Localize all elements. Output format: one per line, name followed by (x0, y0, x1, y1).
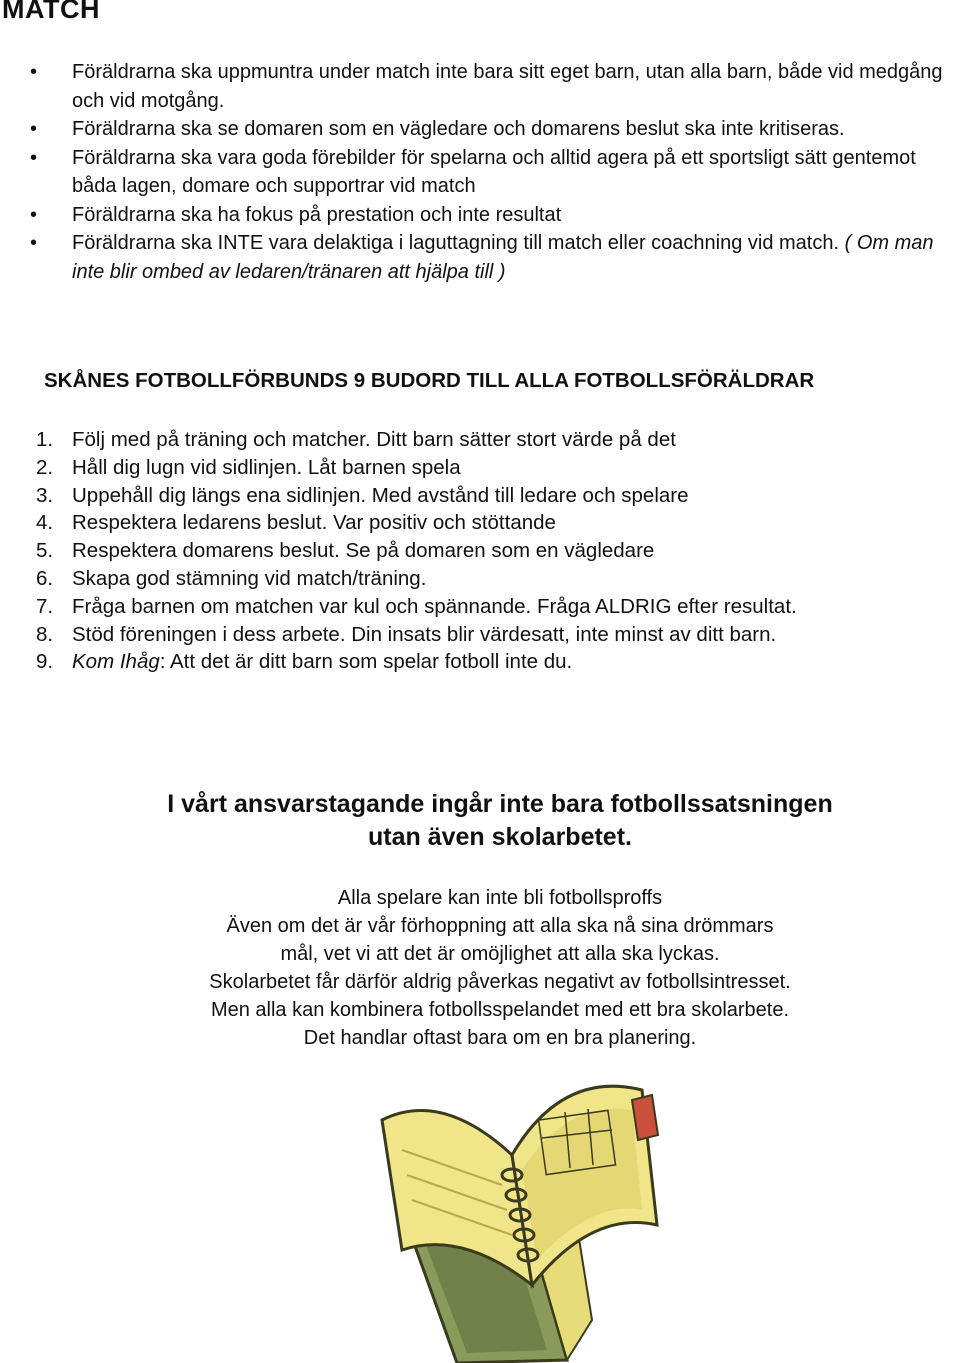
headline-line: utan även skolarbetet. (368, 823, 632, 851)
headline-line: I vårt ansvarstagande ingår inte bara fotbollssatsningen (167, 790, 833, 818)
item-text: Uppehåll dig längs ena sidlinjen. Med avstånd till ledare och spelare (72, 483, 689, 507)
numbered-item (36, 454, 946, 482)
paragraph-line: Alla spelare kan inte bli fotbollsproffs (337, 887, 663, 909)
bullet-icon: • (30, 61, 38, 83)
match-rules-list (28, 58, 948, 286)
numbered-item (36, 593, 946, 621)
numbered-item (36, 482, 946, 510)
bullet-icon: • (30, 232, 38, 254)
paragraph-line: Det handlar oftast bara om en bra planering. (303, 1027, 697, 1049)
numbered-item (36, 648, 946, 676)
item-text: Håll dig lugn vid sidlinjen. Låt barnen spela (72, 455, 461, 479)
open-notebook-icon (362, 1060, 662, 1363)
item-number: 8. (36, 622, 54, 646)
item-number: 4. (36, 511, 54, 535)
list-item (28, 229, 948, 286)
list-item-text: Föräldrarna ska se domaren som en vägledare och domarens beslut ska inte kritiseras. (72, 118, 845, 140)
bullet-icon: • (30, 118, 38, 140)
list-item-text: Föräldrarna ska vara goda förebilder för spelarna och alltid agera på ett sportsligt sätt gentemot båda lagen, domare och supportrar vid match (72, 146, 916, 197)
list-item (28, 201, 948, 230)
list-item-text: Föräldrarna ska uppmuntra under match inte bara sitt eget barn, utan alla barn, både vid medgång och vid motgång. (72, 61, 943, 112)
item-emphasis: Kom Ihåg (72, 650, 160, 674)
list-item (28, 144, 948, 201)
numbered-item (36, 621, 946, 649)
list-item (28, 58, 948, 115)
list-item (28, 115, 948, 144)
numbered-item (36, 426, 946, 454)
item-number: 9. (36, 650, 54, 674)
item-text: Följ med på träning och matcher. Ditt barn sätter stort värde på det (72, 428, 676, 451)
numbered-item (36, 537, 946, 565)
paragraph-line: Skolarbetet får därför aldrig påverkas negativt av fotbollsintresset. (209, 971, 791, 993)
bullet-icon: • (30, 146, 38, 169)
item-text: Skapa god stämning vid match/träning. (72, 566, 427, 590)
list-item-text: Föräldrarna ska INTE vara delaktiga i laguttagning till match eller coachning vid match. (72, 232, 840, 254)
item-text: Fråga barnen om matchen var kul och spännande. Fråga ALDRIG efter resultat. (72, 594, 797, 618)
page-heading: MATCH (2, 0, 100, 24)
numbered-item (36, 565, 946, 593)
item-number: 7. (36, 594, 54, 618)
school-paragraph (0, 884, 960, 1052)
item-text: Stöd föreningen i dess arbete. Din insats blir värdesatt, inte minst av ditt barn. (72, 622, 777, 646)
paragraph-line: Men alla kan kombinera fotbollsspelandet med ett bra skolarbete. (210, 999, 790, 1021)
numbered-item (36, 509, 946, 537)
item-number: 1. (36, 428, 54, 451)
commandments-list (36, 426, 946, 676)
item-text: Respektera ledarens beslut. Var positiv och stöttande (72, 511, 556, 535)
item-text: Respektera domarens beslut. Se på domaren som en vägledare (72, 539, 655, 563)
item-number: 3. (36, 483, 54, 507)
paragraph-line: Även om det är vår förhoppning att alla ska nå sina drömmars (226, 915, 774, 937)
item-number: 5. (36, 539, 54, 563)
item-number: 6. (36, 566, 54, 590)
list-item-note: ( Om man inte blir ombed av ledaren/tränaren att hjälpa till ) (72, 232, 934, 283)
bullet-icon: • (30, 203, 38, 226)
paragraph-line: mål, vet vi att det är omöjlighet att alla ska lyckas. (280, 943, 720, 965)
item-number: 2. (36, 455, 54, 479)
school-headline (0, 788, 960, 854)
section-title: SKÅNES FOTBOLLFÖRBUNDS 9 BUDORD TILL ALLA FOTBOLLSFÖRÄLDRAR (44, 369, 815, 392)
item-text: : Att det är ditt barn som spelar fotboll inte du. (159, 650, 573, 674)
list-item-text: Föräldrarna ska ha fokus på prestation och inte resultat (72, 203, 562, 226)
